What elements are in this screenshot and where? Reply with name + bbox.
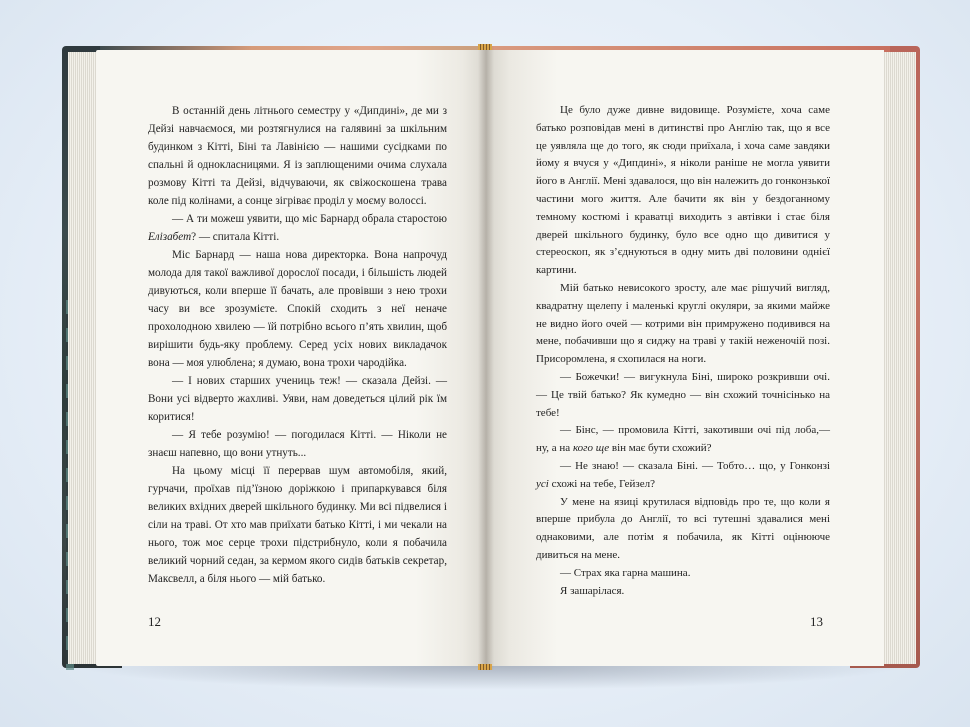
paragraph: — Бінс, — промовила Кітті, закотивши очі під лоба,— ну, а на кого ще він має бути схожий? xyxy=(536,424,830,455)
paragraph: — Не знаю! — сказала Біні. — Тобто… що, у Гонконзі усі схожі на тебе, Гейзел? xyxy=(536,459,830,490)
paragraph: На цьому місці її перервав шум автомобіля, який, гурчачи, проїхав під’їзною доріжкою і припаркувався біля великих вхідних дверей шкільного будинку. Ми всі підвелися і сіли на траві. От хто мав приїхати батько Кітті, і ми чекали на нього, тож моє серце трохи підстрибнуло, коли я побачила великий чорний седан, за кермом якого сидів батьків секретар, Максвелл, а біля нього — мій батько. xyxy=(148,465,447,585)
headband-top xyxy=(478,44,492,50)
paragraph: Міс Барнард — наша нова директорка. Вона напрочуд молода для такої важливої дорослої посади, і більшість людей дивуються, коли вперше її бачать, але провівши з нею трохи часу ви все зрозумієте. Спокій сходить з неї неначе прохолодною хвилею — їй потрібно всього п’ять хвилин, щоб вирішити будь-яку проблему. Серед усіх нових викладачок вона — моя улюблена; я думаю, вона трохи чародійка. xyxy=(148,249,447,369)
paragraph: Я зашарілася. xyxy=(560,584,625,597)
headband-bottom xyxy=(478,664,492,670)
paragraph: — І нових старших учениць теж! — сказала Дейзі. — Вони усі відверто жахливі. Уяви, нам доведеться цілий рік їм коритися! xyxy=(148,375,447,423)
page-stack-right xyxy=(880,52,916,664)
right-page-text xyxy=(536,102,830,600)
paragraph: — Я тебе розумію! — погодилася Кітті. — Ніколи не знаєш напевно, що вони утнуть... xyxy=(148,429,447,459)
paragraph: В останній день літнього семестру у «Дипдині», де ми з Дейзі навчаємося, ми розтягнулися на галявині за шкільним будинком з Кітті, Біні та Лавінією — нашими сусідками по спальні й однокласницями. Я із заплющеними очима слухала розмову Кітті та Дейзі, відчуваючи, як свіжоскошена трава коле під колінами, а сонце зігріває проділ у моєму волоссі. xyxy=(148,105,447,207)
paragraph: — Страх яка гарна машина. xyxy=(560,566,691,579)
paragraph: Мій батько невисокого зросту, але має рішучий вигляд, квадратну щелепу і маленькі круглі окуляри, за якими майже не видно його очей — котрими він примружено подивився на мене, побачивши що я сиджу на траві у такій неженочій позі. Присоромлена, я схопилася на ноги. xyxy=(536,281,830,366)
page-number-right: 13 xyxy=(810,614,823,629)
paragraph: У мене на язиці крутилася відповідь про те, що коли я вперше прибула до Англії, то всі тутешні здавалися мені однаковими, але потім я побачила, як Кітті оцінююче дивиться на мене. xyxy=(536,495,830,561)
book-gutter xyxy=(478,46,494,670)
paragraph: — Божечки! — вигукнула Біні, широко розкривши очі. — Це твій батько? Як кумедно — він схожий точнісінько на тебе! xyxy=(536,370,830,419)
page-number-left: 12 xyxy=(148,614,161,629)
paragraph: — А ти можеш уявити, що міс Барнард обрала старостою Елізабет? — спитала Кітті. xyxy=(148,213,447,243)
paragraph: Це було дуже дивне видовище. Розумієте, хоча саме батько розповідав мені в дитинстві про Англію так, що я все це уявляла ще до того, як сюди приїхала, і хоча саме завдяки йому я вчуся у «Дипдині», я ніколи раніше не могла уявити його в Англії. Мені здавалося, що він належить до гонконзької частини мого життя. Але бачити як він у бездоганному темному костюмі і краватці виходить з автівки і стає біля дверей шкільного будинку, було все одно що дивитися у стереоскоп, як з’єднуються в одну мить дві половини однієї картини. xyxy=(536,104,830,277)
left-page-text xyxy=(148,102,447,588)
